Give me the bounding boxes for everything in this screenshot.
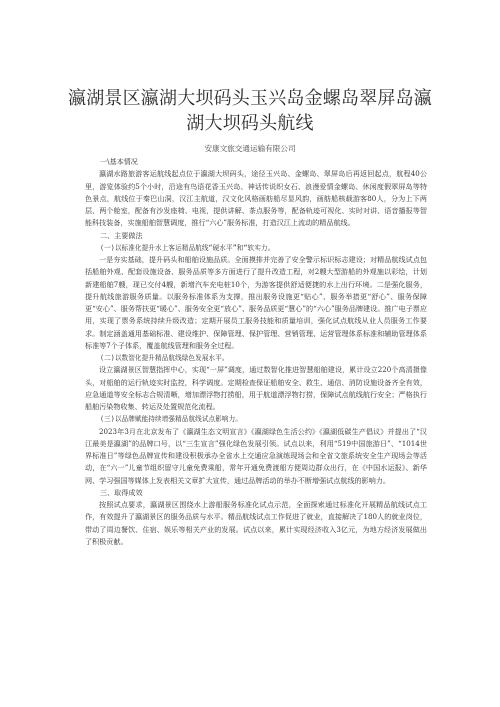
section-heading: 二、主要做法 [100,230,143,240]
document-title: 瀛湖景区瀛湖大坝码头玉兴岛金螺岛翠屏岛瀛湖大坝码头航线 [68,88,432,134]
body-paragraph: 按照试点要求，瀛湖景区围绕水上游船服务标准化试点示范，全面探索通过标准化开展精品航线试点工作，有效提升了瀛湖景区的服务品质与水平。精品航线试点工作促进了就业，直接解决了180人的就业岗位，带动了周边餐饮、住宿、娱乐等相关产业的发展。试点以来，累计实现经济收入3亿元，为地方经济发展做出了积极贡献。 [85,500,427,546]
document-body [85,156,427,548]
section-heading: (二)以数智化提升精品航线绿色发展水平。 [100,354,229,362]
body-paragraph: 设立瀛湖景区智慧指挥中心，实现“一屏”调度，通过数智化推进智慧船舶建设，累计设立220个高清摄像头，对船舶的运行轨迹实时监控，科学调度。定期检查保证船舶安全、救生、通信、消防设施设备齐全有效，应急通道等安全标志合规清晰，增加漂浮物打捞船，用于航道漂浮物打捞，保障试点航线航行安全；严格执行船舶污染物收集、转运及处置规范化流程。 [85,365,427,411]
document-author: 安康文旅交通运输有限公司 [204,144,296,153]
body-paragraph: 瀛湖水路旅游客运航线起点位于瀛湖大坝码头，途径玉兴岛、金螺岛、翠屏岛后再返回起点，航程40公里，游览体验约5个小时，沿途有鸟语花香玉兴岛、神话传说织女石、浪漫爱情金螺岛、休闲度假翠屏岛等特色景点，航线位于秦巴山洞，汉江主航道，汉文化风格画舫船尽显风韵，画舫船核载游客80人，分为上下两层、两个舱室，配备有沙发座椅、电视，提供讲解、茶点服务等，配备轨迹可视化、实时对讲、语音播报等智能科技装备，实施船舶智慧调度，推行“六心”服务标准，打造汉江上流动的精品航线。 [85,169,427,228]
section-heading: 一\基本情况 [100,157,138,166]
body-paragraph: 一是夯实基础，提升码头和船舶设施品质。全面摸排并完善了安全警示标识标志建设；对精品航线试点包括船舶外观、配套设施设备、服务品质等多方面进行了提升改造工程，对2艘大型游船的外观施以彩绘，计划新建船舶7艘，现已交付4艘，新增汽车充电桩10个，为游客提供舒适便捷的水上出行环境。二是强化服务，提升航线旅游服务质量。以服务标准体系为支撑，推出服务设施更“贴心”、服务举措更“舒心”、服务保障更“安心”、服务帮扶更“暖心”、服务安全更“放心”、服务品质更“慧心”的“六心”服务品牌建设。推广电子票应用，实现了票务系统持续升级改造；定期开展员工服务技能和质量培训，强化试点航线从业人员服务工作要求。制定涵盖通用基础标准、建设维护、保障管理、保护管理、营销管理、运营管理体系标准和辅助管理体系标准等7个子体系，覆盖航线管理和服务全过程。 [85,255,427,350]
body-paragraph: 2023年3月在北京发布了《瀛湖生态文明宣言》《瀛湖绿色生活公约》《瀛湖低碳生产倡议》并提出了“汉江最美是瀛湖”的品牌口号，以“三生宣言”强化绿色发展引领。试点以来，利用“519中国旅游日”、“1014世界标准日”等绿色品牌宣传和建设积极承办全省水上交通应急演练现场会和全省文旅系统安全生产现场会等活动，在“六一”儿童节组织留守儿童免费乘船，常年开通免费渡船方便周边群众出行，在《中国水运报》、新华网、学习强国等媒体上发表相关文章扩大宣传，通过品牌活动的举办不断增强试点航线的影响力。 [85,426,427,485]
section-heading: (三)以品牌赋能持续增强精品航线试点影响力。 [100,415,243,424]
section-heading: 三、取得成效 [100,487,143,497]
section-heading: (一)以标准化提升水上客运精品航线“硬水平”和“软实力。 [100,243,275,252]
